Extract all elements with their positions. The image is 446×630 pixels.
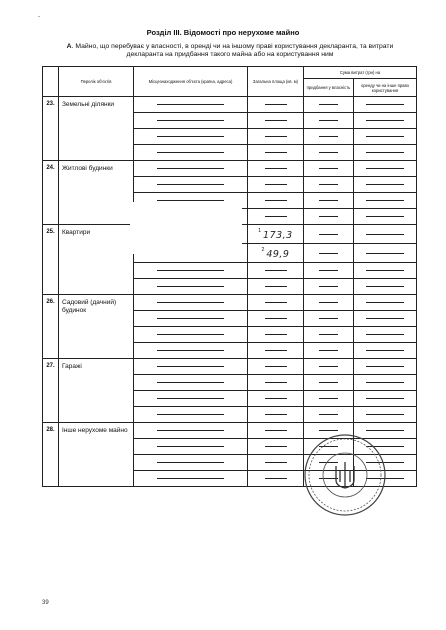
- cell-purchase: [304, 407, 354, 423]
- section-title: Розділ ІІІ. Відомості про нерухоме майно: [146, 28, 300, 37]
- cell-location: [134, 177, 248, 193]
- blank-dash: [319, 104, 339, 105]
- blank-dash: [366, 382, 403, 383]
- cell-location: [134, 375, 248, 391]
- blank-dash: [265, 414, 287, 415]
- blank-dash: [366, 120, 403, 121]
- cell-area: [248, 279, 304, 295]
- cell-location: [134, 471, 248, 487]
- blank-dash: [366, 253, 403, 254]
- blank-dash: [319, 398, 339, 399]
- blank-dash: [157, 366, 225, 367]
- blank-dash: [265, 334, 287, 335]
- area-mark: 2: [261, 246, 265, 253]
- header-num-blank: [43, 67, 59, 97]
- blank-dash: [265, 152, 287, 153]
- cell-rent: [354, 225, 417, 244]
- blank-dash: [366, 152, 403, 153]
- cell-purchase: [304, 145, 354, 161]
- trident-icon: [336, 462, 354, 488]
- header-rent: оренду чи на інше право користування: [354, 79, 417, 97]
- blank-dash: [366, 168, 403, 169]
- blank-dash: [157, 350, 225, 351]
- blank-dash: [157, 184, 225, 185]
- area-value: 173,3: [263, 230, 293, 241]
- real-estate-table: [42, 66, 417, 487]
- cell-rent: [354, 161, 417, 177]
- cell-purchase: [304, 193, 354, 209]
- cell-area: [248, 209, 304, 225]
- cell-purchase: [304, 129, 354, 145]
- cell-area: [248, 375, 304, 391]
- header-expenses: Сума витрат (грн) на: [304, 67, 417, 79]
- blank-dash: [157, 462, 225, 463]
- blank-dash: [265, 462, 287, 463]
- cell-location: [134, 295, 248, 311]
- cell-location: [134, 327, 248, 343]
- cell-rent: [354, 279, 417, 295]
- blank-dash: [366, 414, 403, 415]
- blank-dash: [319, 216, 339, 217]
- cell-location: [134, 359, 248, 375]
- cell-purchase: [304, 97, 354, 113]
- blank-dash: [157, 430, 225, 431]
- blank-dash: [157, 270, 225, 271]
- blank-dash: [319, 302, 339, 303]
- blank-dash: [366, 318, 403, 319]
- blank-dash: [157, 302, 225, 303]
- cell-location: [134, 145, 248, 161]
- blank-dash: [265, 318, 287, 319]
- cell-area: [248, 327, 304, 343]
- cell-area: [248, 439, 304, 455]
- table-row: [43, 295, 417, 311]
- cell-purchase: [304, 225, 354, 244]
- cell-location: [134, 97, 248, 113]
- section-label: Садовий (дачний) будинок: [59, 295, 134, 359]
- section-number: 25.: [43, 225, 59, 295]
- cell-location: [134, 279, 248, 295]
- section-label: Інше нерухоме майно: [59, 423, 134, 487]
- blank-dash: [319, 286, 339, 287]
- cell-rent: [354, 113, 417, 129]
- cell-location: [134, 407, 248, 423]
- blank-dash: [157, 382, 225, 383]
- cell-rent: [354, 97, 417, 113]
- section-number: 23.: [43, 97, 59, 161]
- blank-dash: [319, 318, 339, 319]
- cell-rent: [354, 359, 417, 375]
- cell-location: [134, 311, 248, 327]
- blank-dash: [319, 234, 339, 235]
- cell-rent: [354, 209, 417, 225]
- blank-dash: [366, 366, 403, 367]
- blank-dash: [157, 318, 225, 319]
- blank-dash: [366, 216, 403, 217]
- section-label: Квартири: [59, 225, 134, 295]
- blank-dash: [265, 446, 287, 447]
- blank-dash: [157, 286, 225, 287]
- cell-purchase: [304, 244, 354, 263]
- blank-dash: [366, 350, 403, 351]
- section-label: Житлові будинки: [59, 161, 134, 225]
- blank-dash: [265, 430, 287, 431]
- section-number: 28.: [43, 423, 59, 487]
- blank-dash: [319, 350, 339, 351]
- blank-dash: [319, 334, 339, 335]
- blank-dash: [319, 136, 339, 137]
- cell-purchase: [304, 327, 354, 343]
- cell-rent: [354, 129, 417, 145]
- table-row: [43, 161, 417, 177]
- blank-dash: [265, 120, 287, 121]
- top-mark: -: [38, 14, 40, 20]
- table-body: [43, 97, 417, 487]
- cell-location: [134, 423, 248, 439]
- blank-dash: [319, 414, 339, 415]
- blank-dash: [366, 334, 403, 335]
- blank-dash: [366, 430, 403, 431]
- blank-dash: [157, 334, 225, 335]
- cell-location: [134, 113, 248, 129]
- cell-rent: [354, 244, 417, 263]
- blank-dash: [366, 270, 403, 271]
- blank-dash: [319, 270, 339, 271]
- redacted-area: [130, 202, 242, 254]
- blank-dash: [157, 446, 225, 447]
- blank-dash: [265, 216, 287, 217]
- cell-area: [248, 343, 304, 359]
- blank-dash: [319, 152, 339, 153]
- cell-area: [248, 129, 304, 145]
- section-number: 26.: [43, 295, 59, 359]
- blank-dash: [366, 184, 403, 185]
- blank-dash: [265, 184, 287, 185]
- blank-dash: [366, 104, 403, 105]
- official-stamp: [302, 432, 388, 518]
- cell-area: [248, 295, 304, 311]
- area-value: 49,9: [266, 249, 290, 260]
- table-row: [43, 97, 417, 113]
- cell-rent: [354, 391, 417, 407]
- section-label: Гаражі: [59, 359, 134, 423]
- blank-dash: [319, 253, 339, 254]
- blank-dash: [319, 430, 339, 431]
- cell-area: [248, 455, 304, 471]
- blank-dash: [319, 200, 339, 201]
- cell-location: [134, 343, 248, 359]
- area-mark: 1: [258, 227, 262, 234]
- cell-area: [248, 471, 304, 487]
- cell-rent: [354, 375, 417, 391]
- cell-location: [134, 439, 248, 455]
- blank-dash: [265, 382, 287, 383]
- blank-dash: [366, 136, 403, 137]
- cell-purchase: [304, 391, 354, 407]
- blank-dash: [265, 168, 287, 169]
- blank-dash: [319, 366, 339, 367]
- blank-dash: [157, 414, 225, 415]
- blank-dash: [366, 302, 403, 303]
- blank-dash: [265, 104, 287, 105]
- blank-dash: [265, 136, 287, 137]
- table-row: [43, 359, 417, 375]
- blank-dash: [366, 398, 403, 399]
- blank-dash: [265, 286, 287, 287]
- blank-dash: [157, 398, 225, 399]
- cell-purchase: [304, 343, 354, 359]
- cell-purchase: [304, 177, 354, 193]
- cell-purchase: [304, 279, 354, 295]
- blank-dash: [157, 136, 225, 137]
- blank-dash: [366, 286, 403, 287]
- cell-rent: [354, 263, 417, 279]
- cell-rent: [354, 177, 417, 193]
- blank-dash: [319, 168, 339, 169]
- cell-area: [248, 145, 304, 161]
- cell-purchase: [304, 263, 354, 279]
- cell-rent: [354, 193, 417, 209]
- cell-purchase: [304, 311, 354, 327]
- subtitle-letter: А: [66, 43, 72, 50]
- cell-area: [248, 177, 304, 193]
- subtitle-text: . Майно, що перебуває у власності, в оренді чи на іншому праві користування декларанта, та витрати декларанта на придбання такого майна або на користування ним: [71, 43, 394, 59]
- blank-dash: [265, 350, 287, 351]
- cell-area: [248, 97, 304, 113]
- cell-rent: [354, 295, 417, 311]
- cell-area: [248, 225, 304, 244]
- cell-purchase: [304, 161, 354, 177]
- blank-dash: [265, 478, 287, 479]
- blank-dash: [157, 478, 225, 479]
- cell-purchase: [304, 359, 354, 375]
- cell-rent: [354, 327, 417, 343]
- blank-dash: [157, 120, 225, 121]
- section-subtitle: [55, 43, 405, 60]
- section-number: 27.: [43, 359, 59, 423]
- header-list: Перелік об'єктів: [59, 67, 134, 97]
- blank-dash: [265, 200, 287, 201]
- cell-area: [248, 391, 304, 407]
- cell-area: [248, 193, 304, 209]
- header-purchase: придбання у власність: [304, 79, 354, 97]
- blank-dash: [265, 270, 287, 271]
- cell-location: [134, 161, 248, 177]
- cell-area: [248, 263, 304, 279]
- cell-area: [248, 407, 304, 423]
- blank-dash: [157, 168, 225, 169]
- cell-rent: [354, 343, 417, 359]
- blank-dash: [366, 200, 403, 201]
- cell-area: [248, 113, 304, 129]
- blank-dash: [366, 234, 403, 235]
- blank-dash: [157, 104, 225, 105]
- blank-dash: [319, 184, 339, 185]
- cell-rent: [354, 311, 417, 327]
- blank-dash: [265, 366, 287, 367]
- blank-dash: [265, 398, 287, 399]
- cell-location: [134, 129, 248, 145]
- header-area: Загальна площа (кв. м): [248, 67, 304, 97]
- blank-dash: [157, 152, 225, 153]
- cell-rent: [354, 407, 417, 423]
- cell-location: [134, 391, 248, 407]
- blank-dash: [319, 382, 339, 383]
- cell-area: [248, 423, 304, 439]
- cell-purchase: [304, 295, 354, 311]
- cell-area: [248, 311, 304, 327]
- section-label: Земельні ділянки: [59, 97, 134, 161]
- cell-location: [134, 263, 248, 279]
- page-number: 39: [42, 600, 49, 606]
- blank-dash: [265, 302, 287, 303]
- cell-purchase: [304, 375, 354, 391]
- cell-area: [248, 359, 304, 375]
- section-number: 24.: [43, 161, 59, 225]
- header-location: Місцезнаходження об'єкта (країна, адреса): [134, 67, 248, 97]
- cell-area: [248, 161, 304, 177]
- cell-rent: [354, 145, 417, 161]
- blank-dash: [157, 200, 225, 201]
- cell-purchase: [304, 209, 354, 225]
- cell-purchase: [304, 113, 354, 129]
- cell-location: [134, 455, 248, 471]
- blank-dash: [319, 120, 339, 121]
- cell-area: [248, 244, 304, 263]
